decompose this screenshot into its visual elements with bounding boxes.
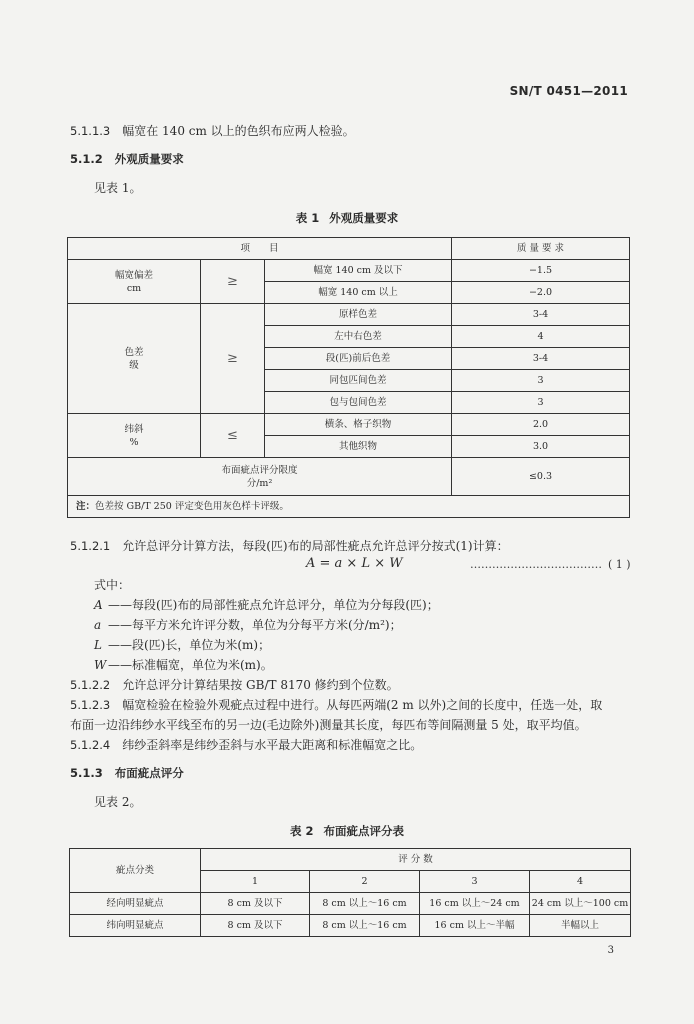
symbol-definition — [94, 656, 273, 673]
clause-text: 幅宽在 140 cm 以上的色织布应两人检验。 — [122, 124, 355, 138]
table-1-appearance-quality — [67, 237, 630, 518]
symbol-definition — [94, 636, 270, 653]
requirement-value: 3-4 — [452, 348, 630, 370]
label: 色差 — [124, 346, 144, 358]
clause-text: 允许总评分计算方法，每段(匹)布的局部性疵点允许总评分按式(1)计算： — [122, 539, 509, 553]
row-label-defect-limit — [68, 458, 452, 496]
table-note — [68, 496, 630, 518]
clause-number: 5.1.1.3 — [70, 124, 111, 138]
requirement-value: −1.5 — [452, 260, 630, 282]
note-prefix: 注： — [76, 501, 96, 512]
table-cell: 16 cm 以上～半幅 — [420, 915, 530, 937]
leader-dots: ……………………………… — [470, 558, 602, 571]
table-2-caption — [0, 823, 694, 839]
note-text: 色差按 GB/T 250 评定变色用灰色样卡评级。 — [95, 501, 289, 512]
clause-title: 布面疵点评分 — [114, 766, 184, 780]
clause-text: 幅宽检验在检验外观疵点过程中进行。从每匹两端(2 m 以外)之间的长度中，任选一处，取 — [122, 698, 603, 712]
requirement-value: 2.0 — [452, 414, 630, 436]
equation-label: ( 1 ) — [608, 558, 631, 571]
formula-1: A = a × L × W — [306, 556, 403, 571]
requirement-value: 3 — [452, 370, 630, 392]
row-label-warp-defect: 经向明显疵点 — [70, 893, 201, 915]
clause-number: 5.1.2.3 — [70, 698, 111, 712]
unit: 分/m² — [246, 477, 273, 489]
clause-512-heading — [70, 151, 184, 167]
definition: ——每平方米允许评分数，单位为分每平方米(分/m²)； — [108, 618, 402, 632]
unit: % — [129, 436, 139, 448]
label: 纬斜 — [124, 423, 144, 435]
header-item: 项 目 — [68, 238, 452, 260]
score-2: 2 — [310, 871, 420, 893]
where-label: 式中： — [94, 578, 131, 592]
requirement-value: 3-4 — [452, 304, 630, 326]
caption-title: 布面疵点评分表 — [323, 824, 404, 838]
clause-5122 — [70, 676, 399, 693]
clause-513-heading — [70, 765, 184, 781]
table-cell: 24 cm 以上～100 cm — [530, 893, 631, 915]
row-label-weft-skew — [68, 414, 201, 458]
table-cell: 16 cm 以上～24 cm — [420, 893, 530, 915]
clause-number: 5.1.2.1 — [70, 539, 111, 553]
sub-item: 原样色差 — [265, 304, 452, 326]
operator-ge: ≥ — [201, 304, 265, 414]
requirement-value: ≤0.3 — [452, 458, 630, 496]
label: 幅宽偏差 — [114, 269, 153, 281]
sub-item: 其他织物 — [265, 436, 452, 458]
requirement-value: −2.0 — [452, 282, 630, 304]
row-label-width-deviation — [68, 260, 201, 304]
caption-number: 表 2 — [289, 824, 314, 838]
symbol-definition — [94, 616, 402, 633]
symbol: a — [94, 618, 102, 632]
unit: 级 — [129, 359, 139, 371]
clause-text: 允许总评分计算结果按 GB/T 8170 修约到个位数。 — [122, 678, 399, 692]
definition: ——段(匹)长，单位为米(m)； — [108, 638, 271, 652]
sub-item: 左中右色差 — [265, 326, 452, 348]
symbol: L — [94, 638, 102, 652]
operator-ge: ≥ — [201, 260, 265, 304]
row-label-weft-defect: 纬向明显疵点 — [70, 915, 201, 937]
clause-5123-continued: 布面一边沿纬纱水平线至布的另一边(毛边除外)测量其长度，每匹布等间隔测量 5 处，取平均值。 — [70, 718, 587, 732]
standard-number: SN/T 0451—2011 — [509, 84, 628, 98]
symbol: W — [94, 658, 107, 672]
row-label-color-difference — [68, 304, 201, 414]
see-table-1: 见表 1。 — [94, 181, 142, 195]
clause-number: 5.1.2.2 — [70, 678, 111, 692]
page-number: 3 — [607, 945, 614, 956]
clause-number: 5.1.2 — [70, 152, 103, 166]
clause-5121 — [70, 537, 509, 554]
score-1: 1 — [201, 871, 310, 893]
formula-number — [470, 558, 631, 571]
table-1-caption — [0, 210, 694, 226]
operator-le: ≤ — [201, 414, 265, 458]
table-cell: 8 cm 及以下 — [201, 893, 310, 915]
caption-number: 表 1 — [295, 211, 320, 225]
clause-text: 纬纱歪斜率是纬纱歪斜与水平最大距离和标准幅宽之比。 — [122, 738, 423, 752]
header-requirement: 质 量 要 求 — [452, 238, 630, 260]
sub-item: 同包匹间色差 — [265, 370, 452, 392]
unit: cm — [126, 282, 142, 294]
symbol: A — [94, 598, 103, 612]
symbol-definition — [94, 596, 439, 613]
see-table-2: 见表 2。 — [94, 795, 142, 809]
requirement-value: 3 — [452, 392, 630, 414]
label: 布面疵点评分限度 — [221, 464, 298, 476]
header-score: 评 分 数 — [201, 849, 631, 871]
clause-number: 5.1.2.4 — [70, 738, 111, 752]
table-cell: 8 cm 及以下 — [201, 915, 310, 937]
clause-5124 — [70, 736, 422, 753]
sub-item: 幅宽 140 cm 以上 — [265, 282, 452, 304]
table-cell: 8 cm 以上～16 cm — [310, 893, 420, 915]
requirement-value: 4 — [452, 326, 630, 348]
table-2-defect-scoring — [69, 848, 631, 937]
requirement-value: 3.0 — [452, 436, 630, 458]
sub-item: 幅宽 140 cm 及以下 — [265, 260, 452, 282]
table-cell: 8 cm 以上～16 cm — [310, 915, 420, 937]
sub-item: 横条、格子织物 — [265, 414, 452, 436]
caption-title: 外观质量要求 — [329, 211, 399, 225]
clause-5113 — [70, 122, 355, 139]
header-defect-class: 疵点分类 — [70, 849, 201, 893]
definition: ——每段(匹)布的局部性疵点允许总评分，单位为分每段(匹)； — [108, 598, 439, 612]
clause-number: 5.1.3 — [70, 766, 103, 780]
clause-5123 — [70, 696, 602, 713]
sub-item: 段(匹)前后色差 — [265, 348, 452, 370]
score-3: 3 — [420, 871, 530, 893]
score-4: 4 — [530, 871, 631, 893]
sub-item: 包与包间色差 — [265, 392, 452, 414]
clause-title: 外观质量要求 — [114, 152, 184, 166]
table-cell: 半幅以上 — [530, 915, 631, 937]
definition: ——标准幅宽，单位为米(m)。 — [108, 658, 273, 672]
